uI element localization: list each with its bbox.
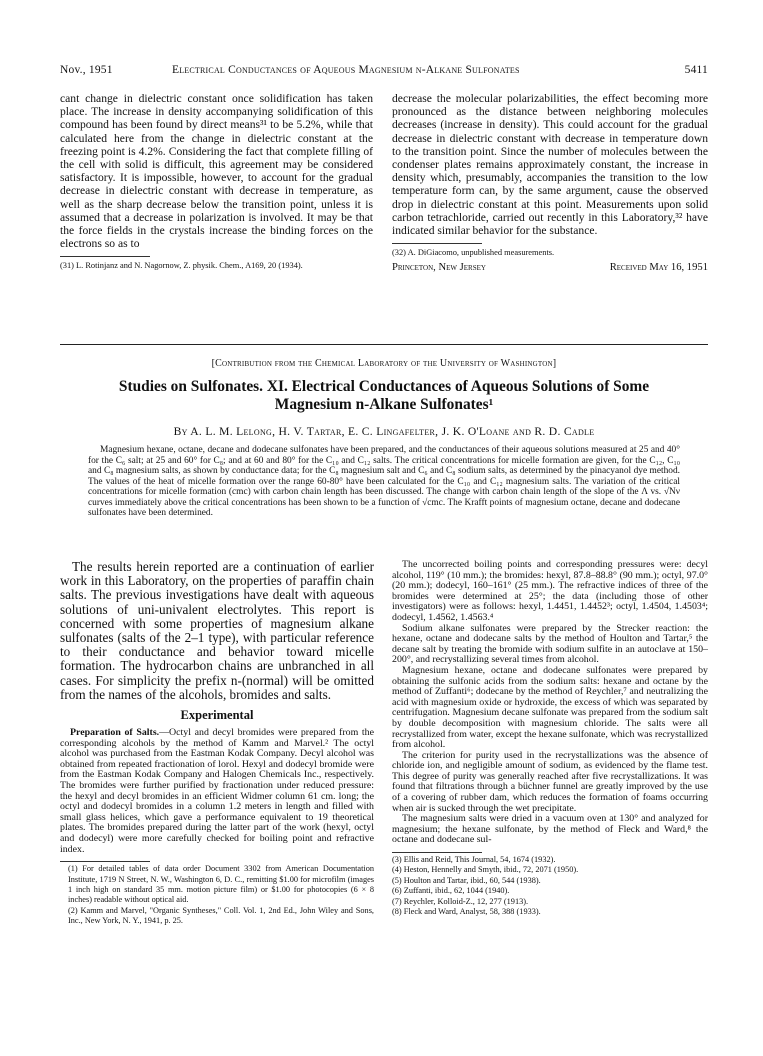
article-col-right xyxy=(392,560,708,917)
prep-text: —Octyl and decyl bromides were prepared from the corresponding alcohols by the method of Kamm and Marvel.² The octyl alcohol was purchased from the Eastman Kodak Company. Decyl alcohol was obtained from repeated fractionation of lorol. Hexyl and dodecyl bromide were from the Eastman Kodak Company and Halogen Chemicals Inc., respectively. The bromides were further purified by fractionation under reduced pressure: the hexyl and decyl bromides in an efficient Widmer column 61 cm. long; the octyl and dodecyl bromides in a column 1.2 meters in length and filled with small glass helices, which gave a performance equivalent to 19 theoretical plates. The bromides prepared during the latter part of the work (hexyl, octyl and dodecyl) were more carefully checked for boiling point and refractive index. xyxy=(60,727,374,855)
footnote-3: (3) Ellis and Reid, This Journal, 54, 1674 (1932). xyxy=(392,855,556,865)
prep-lead: Preparation of Salts. xyxy=(70,727,160,739)
received-date: Received May 16, 1951 xyxy=(609,261,708,273)
section-divider xyxy=(60,344,708,345)
article-title xyxy=(80,378,688,414)
article-col-left xyxy=(60,560,374,927)
footnote-4: (4) Heston, Hennelly and Smyth, ibid., 72, 2071 (1950). xyxy=(392,865,579,875)
footnote-2: (2) Kamm and Marvel, "Organic Syntheses," Coll. Vol. 1, 2nd Ed., John Wiley and Sons, Inc., New York, N. Y., 1941, p. 25. xyxy=(68,905,374,926)
footnote-rule xyxy=(60,256,150,257)
title-line-2: Magnesium n-Alkane Sulfonates¹ xyxy=(274,396,494,413)
footnote-32: (32) A. DiGiacomo, unpublished measurements. xyxy=(392,248,555,258)
footnote-rule xyxy=(392,852,482,853)
footnote-6: (6) Zuffanti, ibid., 62, 1044 (1940). xyxy=(392,886,510,896)
title-line-1: Studies on Sulfonates. XI. Electrical Conductances of Aqueous Solutions of Some xyxy=(118,378,650,395)
prev-body-col2: decrease the molecular polarizabilities, the effect becoming more pronounced as the distance between neighboring molecules decreases (increase in density). This could account for the gradual decrease in dielectric constant with decrease in temperature down to the transition point. Since the number of molecules between the condenser plates remains approximately constant, the increase in density which, presumably, accompanies the transition to the low temperature form can, by the same argument, cause the observed drop in dielectric constant at this point. Measurements upon solid carbon tetrachloride, carried out recently in this Laboratory,³² have indicated similar behavior for the substance. xyxy=(392,92,708,238)
header-date: Nov., 1951 xyxy=(60,64,113,76)
drying-paragraph: The magnesium salts were dried in a vacuum oven at 130° and analyzed for magnesium; the hexane sulfonate, by the method of Fleck and Ward,⁸ the octane and dodecane sul- xyxy=(392,813,708,846)
left-footnotes xyxy=(60,864,374,926)
signature-line xyxy=(392,262,708,276)
footnote-5: (5) Houlton and Tartar, ibid., 60, 544 (1938). xyxy=(392,875,541,885)
header-title: Electrical Conductances of Aqueous Magnesium n-Alkane Sulfonates xyxy=(172,64,520,76)
experimental-heading: Experimental xyxy=(180,708,254,723)
intro-paragraph: The results herein reported are a continuation of earlier work in this Laboratory, on the properties of paraffin chain salts. The previous investigations have dealt with aqueous solutions of uni-univalent electrolytes. This report is concerned with some properties of magnesium alkane sulfonates (salts of the 2–1 type), with particular reference to their conductance and behavior toward micelle formation. The hydrocarbon chains are unbranched in all cases. For simplicity the prefix n-(normal) will be omitted from the names of the alcohols, bromides and salts. xyxy=(60,559,374,702)
page-number: 5411 xyxy=(684,64,708,76)
prep-paragraph xyxy=(60,728,374,855)
sodium-sulfonates-paragraph: Sodium alkane sulfonates were prepared by the Strecker reaction: the hexane, octane and dodecane salts by the method of Houlton and Tartar,⁵ the decane salt by treating the bromide with sodium sulfite in an autoclave at 150–200°, and recrystallizing several times from alcohol. xyxy=(392,622,708,666)
purity-paragraph: The criterion for purity used in the recrystallizations was the absence of chloride ion, and negligible amount of sodium, as evidenced by the flame test. This degree of purity was generally reached after five recrystallizations. It was found that filtrations through a büchner funnel are greatly improved by the use of a covering of rubber dam, which reduces the formation of foams occurring when air is sucked through the wet precipitate. xyxy=(392,749,708,814)
prev-article-col2 xyxy=(392,92,708,276)
prev-body-col1: cant change in dielectric constant once solidification has taken place. The increase in density accompanying solidification of this compound has been found by direct means³¹ to be 5.2%, while that calculated here from the change in dielectric constant at the freezing point is 4.2%. Considering the fact that complete filling of the cell with solid is difficult, this agreement may be considered satisfactory. It is impossible, however, to account for the gradual decrease in dielectric constant with decrease in temperature, as well as the sharp decrease below the transition point, unless it is assumed that a decrease in polarization is involved. It may be that the force fields in the crystals increase the binding forces on the electrons so as to xyxy=(60,92,373,251)
abstract: Magnesium hexane, octane, decane and dodecane sulfonates have been prepared, and the conductances of their aqueous solutions measured at 25 and 40° for the C₆ salt; at 25 and 60° for C₈; and at 60 and 80° for the C₁₀ and C₁₂ salts. The critical concentrations for micelle formation are given, for the C₁₂, C₁₀ and C₈ magnesium salts, as shown by conductance data; for the C₈ magnesium salt and C₆ and C₈ sodium salts, as determined by the pinacyanol dye method. The values of the heat of micelle formation over the range 60-80° have been calculated for the C₁₀ and C₁₂ magnesium salts. The variation of the critical concentrations for micelle formation (cmc) with carbon chain length has been discussed. The change with carbon chain length of the slope of the Λ vs. √Nν curves immediately above the critical concentrations has been shown to be a function of √cmc. The Krafft points of magnesium octane, decane and dodecane sulfonates have been determined. xyxy=(88,445,680,518)
footnote-1: (1) For detailed tables of data order Document 3302 from American Documentation Institute, 1719 N Street, N. W., Washington 6, D. C., remitting $1.00 for microfilm (images 1 inch high on standard 35 mm. motion picture film) or $1.00 for photocopies (6 × 8 inches) readable without optical aid. xyxy=(68,864,374,905)
boiling-points-paragraph: The uncorrected boiling points and corresponding pressures were: decyl alcohol, 119° (10 mm.); the bromides: hexyl, 87.8–88.8° (90 mm.); octyl, 97.0° (20 mm.); dodecyl, 160–161° (25 mm.). The refractive indices of three of the bromides were determined at 25°; the data (including those of other investigators) were as follows: hexyl, 1.4451, 1.4452³; octyl, 1.4504, 1.4503⁴; dodecyl, 1.4562, 1.4563.⁴ xyxy=(392,559,708,623)
prev-article-col1 xyxy=(60,92,373,272)
location: Princeton, New Jersey xyxy=(392,261,486,273)
footnote-8: (8) Fleck and Ward, Analyst, 58, 388 (1933). xyxy=(392,907,541,917)
magnesium-sulfonates-paragraph: Magnesium hexane, octane and dodecane sulfonates were prepared by obtaining the sulfonic acids from the sodium salts: hexane and octane by the method of Zuffanti⁶; dodecane by the method of Reychler,⁷ and neutralizing the acid with magnesium oxide or hydroxide, the excess of which was separated by centrifugation. Magnesium decane sulfonate was prepared from the sodium salt by double decomposition with magnesium chloride. The salts were all recrystallized from water, except the hexane sulfonate, which was recrystallized from alcohol. xyxy=(392,664,708,751)
footnote-7: (7) Reychler, Kolloid-Z., 12, 277 (1913). xyxy=(392,896,529,906)
footnote-rule xyxy=(392,243,482,244)
footnote-rule xyxy=(60,861,150,862)
right-footnotes xyxy=(392,855,708,917)
contribution-line: [Contribution from the Chemical Laboratory of the University of Washington] xyxy=(211,358,557,369)
footnote-31: (31) L. Rotinjanz and N. Nagornow, Z. physik. Chem., A169, 20 (1934). xyxy=(60,261,303,271)
author-list: By A. L. M. Lelong, H. V. Tartar, E. C. Lingafelter, J. K. O'Loane and R. D. Cadle xyxy=(173,425,595,438)
